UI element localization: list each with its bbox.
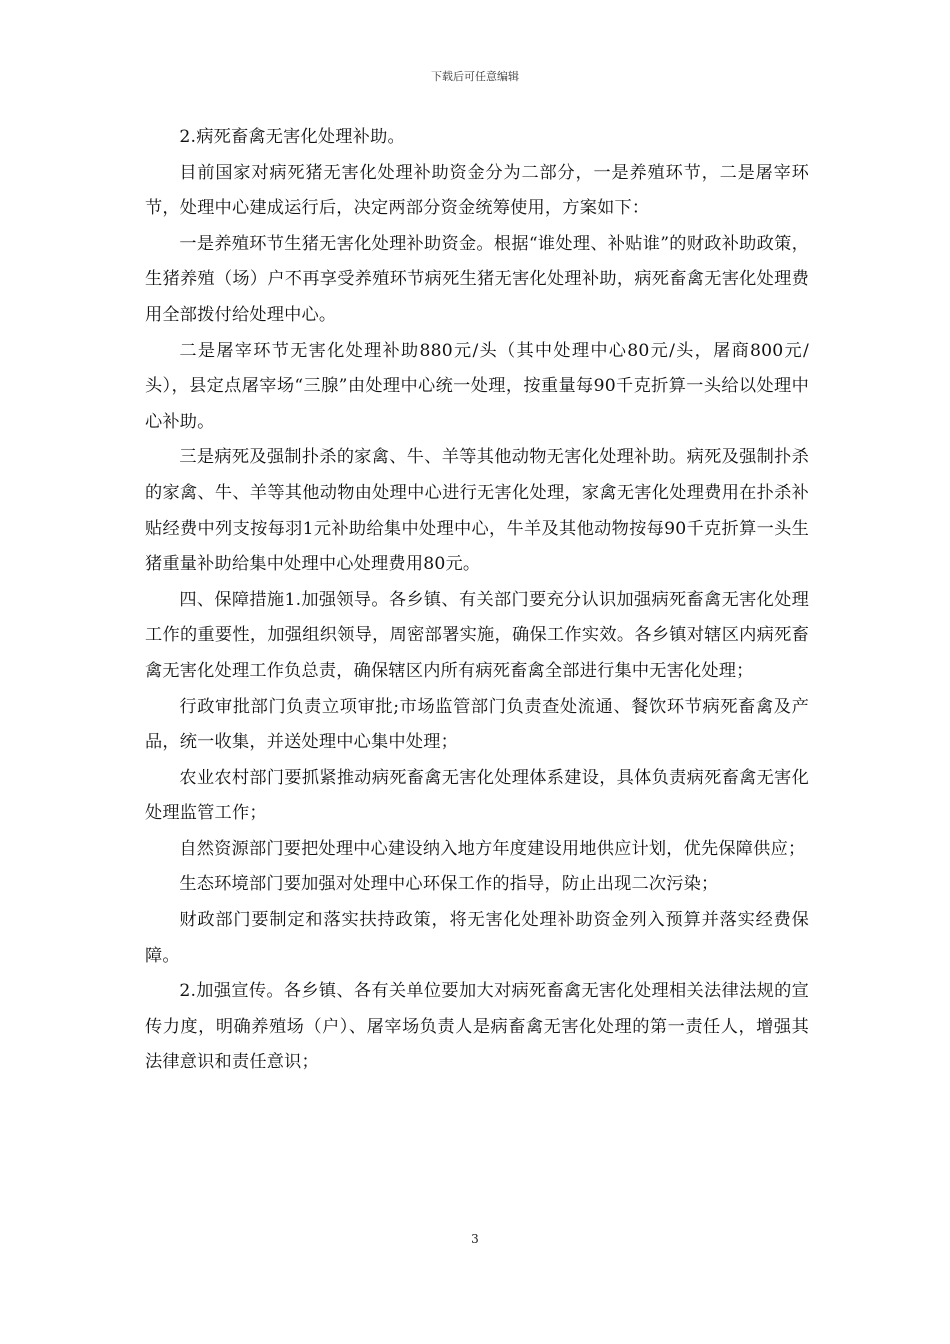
paragraph: 财政部门要制定和落实扶持政策，将无害化处理补助资金列入预算并落实经费保障。 [145,910,809,966]
page-header: 下载后可任意编辑 [431,70,519,83]
paragraph: 目前国家对病死猪无害化处理补助资金分为二部分，一是养殖环节，二是屠宰环节，处理中心建成运行后，决定两部分资金统筹使用，方案如下： [145,162,809,219]
paragraph: 自然资源部门要把处理中心建设纳入地方年度建设用地供应计划，优先保障供应； [179,838,806,859]
paragraph: 2.病死畜禽无害化处理补助。 [179,127,405,147]
page-number: 3 [471,1232,479,1246]
paragraph: 行政审批部门负责立项审批;市场监管部门负责查处流通、餐饮环节病死畜禽及产品，统一收集，并送处理中心集中处理； [145,696,809,753]
paragraph: 三是病死及强制扑杀的家禽、牛、羊等其他动物无害化处理补助。病死及强制扑杀的家禽、牛、羊等其他动物由处理中心进行无害化处理，家禽无害化处理费用在扑杀补贴经费中列支按每羽1元补助给集中处理中心，牛羊及其他动物按每90千克折算一头生猪重量补助给集中处理中心处理费用80元。 [145,447,809,575]
paragraph: 生态环境部门要加强对处理中心环保工作的指导，防止出现二次污染； [179,874,719,895]
paragraph: 二是屠宰环节无害化处理补助880元/头（其中处理中心80元/头，屠商800元/头），县定点屠宰场“三腺”由处理中心统一处理，按重量每90千克折算一头给以处理中心补助。 [145,340,809,432]
paragraph: 农业农村部门要抓紧推动病死畜禽无害化处理体系建设，具体负责病死畜禽无害化处理监管工作； [145,767,809,824]
paragraph: 四、保障措施1.加强领导。各乡镇、有关部门要充分认识加强病死畜禽无害化处理工作的重要性，加强组织领导，周密部署实施，确保工作实效。各乡镇对辖区内病死畜禽无害化处理工作负总责，确保辖区内所有病死畜禽全部进行集中无害化处理； [145,589,809,681]
document-body [145,120,809,1081]
paragraph: 2.加强宣传。各乡镇、各有关单位要加大对病死畜禽无害化处理相关法律法规的宣传力度，明确养殖场（户）、屠宰场负责人是病畜禽无害化处理的第一责任人，增强其法律意识和责任意识； [145,981,809,1073]
paragraph: 一是养殖环节生猪无害化处理补助资金。根据“谁处理、补贴谁”的财政补助政策，生猪养殖（场）户不再享受养殖环节病死生猪无害化处理补助，病死畜禽无害化处理费用全部拨付给处理中心。 [145,233,809,325]
